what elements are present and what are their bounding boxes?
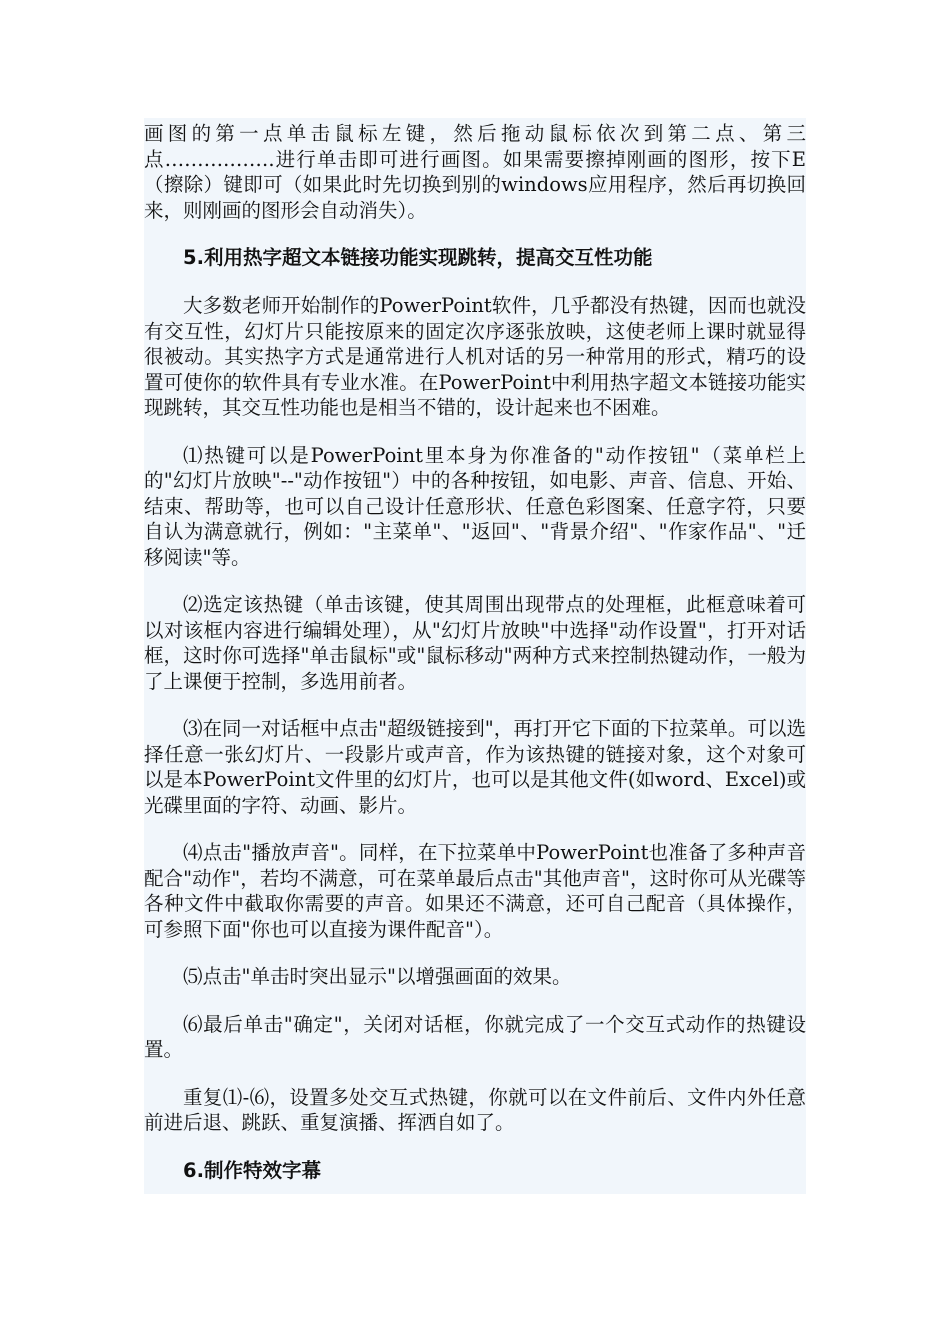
section-5-body: 大多数老师开始制作的PowerPoint软件，几乎都没有热键，因而也就没有交互性，幻灯片只能按原来的固定次序逐张放映，这使老师上课时就显得很被动。其实热字方式是通常进行人机对话的另一种常用的形式，精巧的设置可使你的软件具有专业水准。在PowerPoint中利用热字超文本链接功能实现跳转，其交互性功能也是相当不错的，设计起来也不困难。	[144, 294, 806, 419]
step-1-paragraph: ⑴热键可以是PowerPoint里本身为你准备的"动作按钮"（菜单栏上的"幻灯片放映"--"动作按钮"）中的各种按钮，如电影、声音、信息、开始、结束、帮助等，也可以自己设计任意形状、任意色彩图案、任意字符，只要自认为满意就行，例如："主菜单"、"返回"、"背景介绍"、"作家作品"、"迁移阅读"等。	[144, 443, 806, 569]
step-2-paragraph: ⑵选定该热键（单击该键，使其周围出现带点的处理框，此框意味着可以对该框内容进行编辑处理），从"幻灯片放映"中选择"动作设置"，打开对话框，这时你可选择"单击鼠标"或"鼠标移动"两种方式来控制热键动作，一般为了上课便于控制，多选用前者。	[144, 593, 806, 693]
step-3-paragraph: ⑶在同一对话框中点击"超级链接到"，再打开它下面的下拉菜单。可以选择任意一张幻灯片、一段影片或声音，作为该热键的链接对象，这个对象可以是本PowerPoint文件里的幻灯片，也可以是其他文件(如word、Excel)或光碟里面的字符、动画、影片。	[144, 717, 806, 817]
step-5-paragraph: ⑸点击"单击时突出显示"以增强画面的效果。	[183, 965, 572, 988]
step-4-paragraph: ⑷点击"播放声音"。同样，在下拉菜单中PowerPoint也准备了多种声音配合"动作"，若均不满意，可在菜单最后点击"其他声音"，这时你可从光碟等各种文件中截取你需要的声音。如果还不满意，还可自己配音（具体操作，可参照下面"你也可以直接为课件配音"）。	[144, 841, 806, 941]
section-5-heading: 5.利用热字超文本链接功能实现跳转，提高交互性功能	[183, 246, 653, 269]
step-6-paragraph: ⑹最后单击"确定"，关闭对话框，你就完成了一个交互式动作的热键设置。	[144, 1012, 806, 1061]
repeat-paragraph: 重复⑴-⑹，设置多处交互式热键，你就可以在文件前后、文件内外任意前进后退、跳跃、重复演播、挥洒自如了。	[144, 1085, 806, 1134]
section-6-heading: 6.制作特效字幕	[183, 1158, 321, 1182]
document-page	[144, 118, 806, 1194]
intro-paragraph: 画图的第一点单击鼠标左键，然后拖动鼠标依次到第二点、第三点……….…….进行单击即可进行画图。如果需要擦掉刚画的图形，按下E（擦除）键即可（如果此时先切换到别的windows应用程序，然后再切换回来，则刚画的图形会自动消失）。	[144, 122, 806, 222]
